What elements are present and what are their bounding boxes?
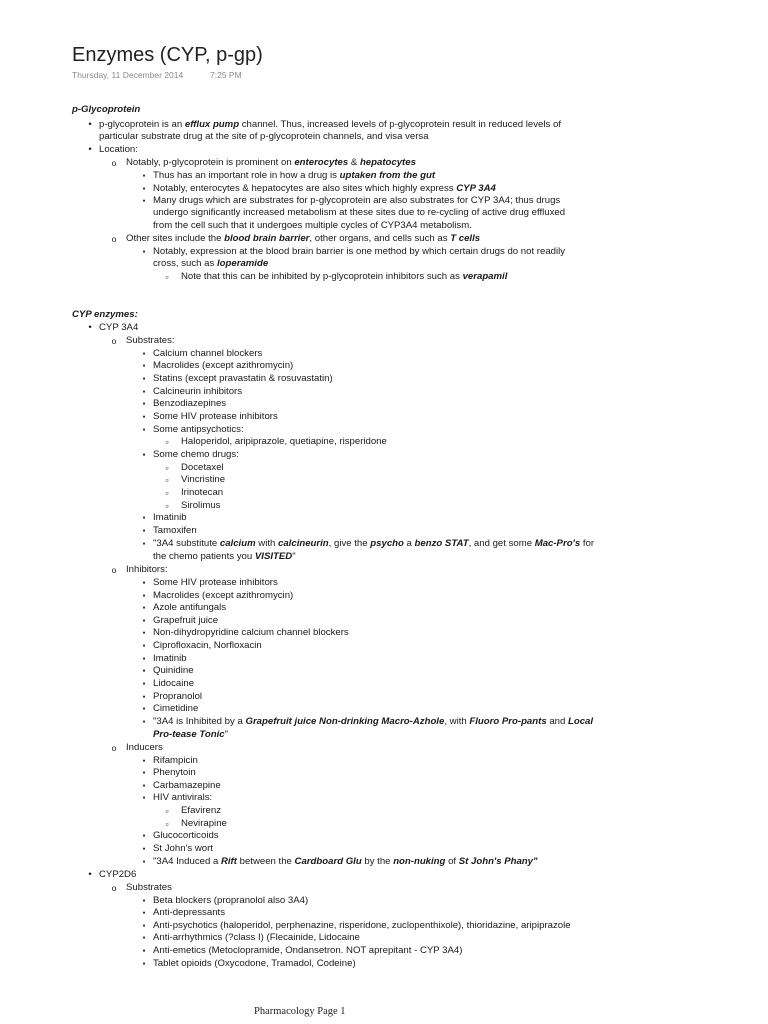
text-run: Some antipsychotics: xyxy=(153,424,244,435)
bullet-circle-icon: o xyxy=(111,883,117,893)
list-item-text xyxy=(153,424,244,437)
bullet-hollow-square-icon: ▫ xyxy=(165,806,169,816)
bullet-hollow-square-icon: ▫ xyxy=(165,501,169,511)
text-run: of xyxy=(445,856,459,867)
text-run: Inhibitors: xyxy=(126,564,168,575)
list-item-text xyxy=(181,474,225,487)
text-run: Inducers xyxy=(126,742,163,753)
list-item-text xyxy=(153,615,218,628)
list-item-text xyxy=(153,590,293,603)
bullet-square-icon: ▪ xyxy=(142,768,146,777)
list-item-text xyxy=(153,895,308,908)
bullet-square-icon: ▪ xyxy=(142,526,146,535)
bullet-hollow-square-icon: ▫ xyxy=(165,272,169,282)
list-item-text xyxy=(153,360,293,373)
bullet-square-icon: ▪ xyxy=(142,641,146,650)
text-run: CYP 3A4 xyxy=(99,322,139,333)
bullet-hollow-square-icon: ▫ xyxy=(165,463,169,473)
emphasis-text: Pro-tease Tonic xyxy=(153,729,225,740)
list-item-text xyxy=(153,195,560,208)
bullet-circle-icon: o xyxy=(111,158,117,168)
list-item-text xyxy=(126,742,163,755)
text-run: between the xyxy=(236,856,295,867)
text-run: Some chemo drugs: xyxy=(153,449,239,460)
text-run: Nevirapine xyxy=(181,818,227,829)
list-item-text xyxy=(153,767,196,780)
bullet-square-icon: ▪ xyxy=(142,857,146,866)
text-run: & xyxy=(348,157,360,168)
list-item-text xyxy=(153,373,333,386)
emphasis-text: Cardboard Glu xyxy=(294,856,362,867)
text-run: Anti-depressants xyxy=(153,907,225,918)
bullet-square-icon: ▪ xyxy=(142,756,146,765)
list-item-text xyxy=(181,805,221,818)
emphasis-text: psycho xyxy=(370,538,404,549)
bullet-square-icon: ▪ xyxy=(142,921,146,930)
text-run: " xyxy=(224,729,229,740)
text-run: cross, such as xyxy=(153,258,217,269)
text-run: , other organs, and cells such as xyxy=(309,233,451,244)
bullet-hollow-square-icon: ▫ xyxy=(165,437,169,447)
emphasis-text: enterocytes xyxy=(294,157,349,168)
list-item-text xyxy=(181,271,507,284)
text-run: Efavirenz xyxy=(181,805,221,816)
bullet-dot-icon: • xyxy=(88,869,92,880)
list-item-text xyxy=(153,258,268,271)
emphasis-text: blood brain barrier xyxy=(224,233,310,244)
text-run: Calcineurin inhibitors xyxy=(153,386,243,397)
list-item-text xyxy=(153,627,349,640)
list-item-text xyxy=(153,691,202,704)
text-run: "3A4 substitute xyxy=(153,538,220,549)
emphasis-text: calcineurin xyxy=(278,538,329,549)
text-run: Some HIV protease inhibitors xyxy=(153,577,278,588)
list-item-text xyxy=(153,755,198,768)
text-run: the chemo patients you xyxy=(153,551,255,562)
list-item-text xyxy=(153,843,213,856)
text-run: "3A4 Induced a xyxy=(153,856,221,867)
emphasis-text: Grapefruit juice Non-drinking Macro-Azhole xyxy=(245,716,445,727)
text-run: Notably, expression at the blood brain barrier is one method by which certain drugs do not readily xyxy=(153,246,566,257)
bullet-square-icon: ▪ xyxy=(142,171,146,180)
bullet-square-icon: ▪ xyxy=(142,399,146,408)
text-run: Anti-arrhythmics (?class I) (Flecainide, Lidocaine xyxy=(153,932,360,943)
emphasis-text: p-Glycoprotein xyxy=(72,104,141,115)
bullet-square-icon: ▪ xyxy=(142,896,146,905)
list-item-text xyxy=(153,678,194,691)
list-item-text xyxy=(153,703,198,716)
bullet-circle-icon: o xyxy=(111,336,117,346)
bullet-square-icon: ▪ xyxy=(142,387,146,396)
bullet-hollow-square-icon: ▫ xyxy=(165,488,169,498)
text-run: Many drugs which are substrates for p-glycoprotein are also substrates for CYP 3A4; thus drugs xyxy=(153,195,561,206)
note-date: Thursday, 11 December 2014 xyxy=(72,70,184,80)
page-footer: Pharmacology Page 1 xyxy=(254,1006,346,1017)
emphasis-text: calcium xyxy=(219,538,256,549)
bullet-square-icon: ▪ xyxy=(142,247,146,256)
text-run: a xyxy=(403,538,415,549)
text-run: Docetaxel xyxy=(181,462,224,473)
bullet-square-icon: ▪ xyxy=(142,666,146,675)
emphasis-text: efflux pump xyxy=(184,119,240,130)
text-run: Substrates xyxy=(126,882,172,893)
text-run: Azole antifungals xyxy=(153,602,227,613)
bullet-square-icon: ▪ xyxy=(142,450,146,459)
text-run: Rifampicin xyxy=(153,755,198,766)
bullet-square-icon: ▪ xyxy=(142,781,146,790)
bullet-square-icon: ▪ xyxy=(142,628,146,637)
text-run: " xyxy=(292,551,296,562)
text-run: Tamoxifen xyxy=(153,525,197,536)
bullet-dot-icon: • xyxy=(88,119,92,130)
page-title: Enzymes (CYP, p-gp) xyxy=(72,44,263,66)
text-run: Notably, p-glycoprotein is prominent on xyxy=(126,157,295,168)
list-item-text xyxy=(153,665,194,678)
bullet-square-icon: ▪ xyxy=(142,184,146,193)
list-item-text xyxy=(153,386,242,399)
list-item-text xyxy=(153,207,565,220)
list-item-text xyxy=(153,653,187,666)
list-item-text xyxy=(153,449,239,462)
text-run: Benzodiazepines xyxy=(153,398,227,409)
emphasis-text: benzo STAT xyxy=(414,538,469,549)
text-run: by the xyxy=(361,856,394,867)
text-run: Imatinib xyxy=(153,512,187,523)
list-item-text xyxy=(99,144,138,157)
emphasis-text: Local xyxy=(568,716,594,727)
bullet-square-icon: ▪ xyxy=(142,704,146,713)
text-run: Carbamazepine xyxy=(153,780,221,791)
emphasis-text: Rift xyxy=(220,856,237,867)
list-item-text xyxy=(181,436,387,449)
section-heading xyxy=(72,309,138,322)
text-run: , and get some xyxy=(468,538,535,549)
list-item-text xyxy=(153,538,594,551)
bullet-square-icon: ▪ xyxy=(142,513,146,522)
bullet-square-icon: ▪ xyxy=(142,946,146,955)
list-item-text xyxy=(153,792,212,805)
text-run: , with xyxy=(444,716,470,727)
list-item-text xyxy=(99,322,138,335)
emphasis-text: Mac-Pro's xyxy=(534,538,581,549)
list-item-text xyxy=(153,348,262,361)
text-run: Vincristine xyxy=(181,474,226,485)
text-run: channel. Thus, increased levels of p-glycoprotein result in reduced levels of xyxy=(239,119,561,130)
text-run: Propranolol xyxy=(153,691,203,702)
list-item-text xyxy=(153,512,187,525)
text-run: Statins (except pravastatin & rosuvastatin) xyxy=(153,373,333,384)
bullet-square-icon: ▪ xyxy=(142,578,146,587)
text-run: Non-dihydropyridine calcium channel blockers xyxy=(153,627,349,638)
text-run: Location: xyxy=(99,144,138,155)
text-run: Sirolimus xyxy=(181,500,221,511)
list-item-text xyxy=(153,183,496,196)
bullet-square-icon: ▪ xyxy=(142,616,146,625)
list-item-text xyxy=(153,958,356,971)
bullet-circle-icon: o xyxy=(111,743,117,753)
list-item-text xyxy=(153,246,565,259)
list-item-text xyxy=(99,119,561,132)
bullet-dot-icon: • xyxy=(88,144,92,155)
text-run: Grapefruit juice xyxy=(153,615,219,626)
bullet-hollow-square-icon: ▫ xyxy=(165,819,169,829)
emphasis-text: non-nuking xyxy=(393,856,446,867)
bullet-square-icon: ▪ xyxy=(142,844,146,853)
text-run: Tablet opioids (Oxycodone, Tramadol, Codeine) xyxy=(153,958,356,969)
text-run: particular substrate drug at the site of p-glycoprotein channels, and visa versa xyxy=(99,131,429,142)
list-item-text xyxy=(153,398,226,411)
emphasis-text: VISITED xyxy=(254,551,293,562)
bullet-square-icon: ▪ xyxy=(142,591,146,600)
text-run: CYP2D6 xyxy=(99,869,137,880)
list-item-text xyxy=(181,462,224,475)
list-item-text xyxy=(153,411,278,424)
bullet-circle-icon: o xyxy=(111,565,117,575)
list-item-text xyxy=(153,932,360,945)
text-run: Lidocaine xyxy=(153,678,195,689)
text-run: Calcium channel blockers xyxy=(153,348,263,359)
list-item-text xyxy=(153,920,571,933)
emphasis-text: Fluoro Pro-pants xyxy=(469,716,547,727)
bullet-square-icon: ▪ xyxy=(142,692,146,701)
text-run: Macrolides (except azithromycin) xyxy=(153,590,294,601)
emphasis-text: St John's Phany" xyxy=(458,856,538,867)
text-run: Macrolides (except azithromycin) xyxy=(153,360,294,371)
list-item-text xyxy=(153,577,278,590)
note-time: 7:25 PM xyxy=(210,70,242,80)
bullet-square-icon: ▪ xyxy=(142,831,146,840)
list-item-text xyxy=(126,233,480,246)
text-run: Beta blockers (propranolol also 3A4) xyxy=(153,895,309,906)
text-run: , give the xyxy=(328,538,371,549)
text-run: Ciprofloxacin, Norfloxacin xyxy=(153,640,262,651)
text-run: Thus has an important role in how a drug is xyxy=(153,170,340,181)
bullet-square-icon: ▪ xyxy=(142,908,146,917)
list-item-text xyxy=(181,818,227,831)
text-run: Substrates: xyxy=(126,335,175,346)
list-item-text xyxy=(181,500,220,513)
text-run: Notably, enterocytes & hepatocytes are also sites which highly express xyxy=(153,183,457,194)
bullet-circle-icon: o xyxy=(111,234,117,244)
list-item-text xyxy=(153,551,296,564)
list-item-text xyxy=(181,487,223,500)
list-item-text xyxy=(153,716,593,729)
text-run: Some HIV protease inhibitors xyxy=(153,411,278,422)
text-run: with xyxy=(255,538,279,549)
list-item-text xyxy=(153,170,435,183)
list-item-text xyxy=(99,869,136,882)
list-item-text xyxy=(153,525,197,538)
text-run: Quinidine xyxy=(153,665,194,676)
text-run: Glucocorticoids xyxy=(153,830,219,841)
bullet-square-icon: ▪ xyxy=(142,654,146,663)
bullet-square-icon: ▪ xyxy=(142,539,146,548)
text-run: Anti-psychotics (haloperidol, perphenazine, risperidone, zuclopenthixole), thioridazine, aripiprazole xyxy=(153,920,571,931)
text-run: "3A4 is Inhibited by a xyxy=(153,716,246,727)
text-run: Haloperidol, aripiprazole, quetiapine, risperidone xyxy=(181,436,387,447)
emphasis-text: T cells xyxy=(450,233,481,244)
list-item-text xyxy=(126,882,172,895)
list-item-text xyxy=(126,564,168,577)
bullet-square-icon: ▪ xyxy=(142,933,146,942)
list-item-text xyxy=(153,780,221,793)
emphasis-text: uptaken from the gut xyxy=(339,170,436,181)
list-item-text xyxy=(153,220,472,233)
emphasis-text: CYP enzymes: xyxy=(72,309,138,320)
text-run: St John's wort xyxy=(153,843,213,854)
bullet-square-icon: ▪ xyxy=(142,959,146,968)
bullet-square-icon: ▪ xyxy=(142,793,146,802)
text-run: from the cell such that it undergoes multiple cycles of CYP3A4 metabolism. xyxy=(153,220,472,231)
bullet-square-icon: ▪ xyxy=(142,374,146,383)
list-item-text xyxy=(126,335,175,348)
bullet-square-icon: ▪ xyxy=(142,412,146,421)
list-item-text xyxy=(99,131,429,144)
list-item-text xyxy=(153,729,228,742)
list-item-text xyxy=(126,157,416,170)
text-run: Anti-emetics (Metoclopramide, Ondansetron. NOT aprepitant - CYP 3A4) xyxy=(153,945,463,956)
text-run: Phenytoin xyxy=(153,767,196,778)
text-run: Cimetidine xyxy=(153,703,199,714)
text-run: Imatinib xyxy=(153,653,187,664)
bullet-square-icon: ▪ xyxy=(142,349,146,358)
bullet-square-icon: ▪ xyxy=(142,425,146,434)
bullet-square-icon: ▪ xyxy=(142,717,146,726)
bullet-square-icon: ▪ xyxy=(142,679,146,688)
text-run: undergo significantly increased metabolism at these sites due to re-cycling of active drug effluxed xyxy=(153,207,566,218)
bullet-square-icon: ▪ xyxy=(142,603,146,612)
bullet-square-icon: ▪ xyxy=(142,361,146,370)
list-item-text xyxy=(153,907,225,920)
list-item-text xyxy=(153,640,262,653)
list-item-text xyxy=(153,856,538,869)
text-run: for xyxy=(580,538,595,549)
emphasis-text: CYP 3A4 xyxy=(456,183,496,194)
emphasis-text: loperamide xyxy=(216,258,269,269)
text-run: p-glycoprotein is an xyxy=(99,119,185,130)
list-item-text xyxy=(153,945,462,958)
text-run: Note that this can be inhibited by p-glycoprotein inhibitors such as xyxy=(181,271,463,282)
section-heading xyxy=(72,104,140,117)
text-run: Irinotecan xyxy=(181,487,224,498)
bullet-hollow-square-icon: ▫ xyxy=(165,475,169,485)
text-run: HIV antivirals: xyxy=(153,792,213,803)
text-run: and xyxy=(546,716,568,727)
text-run: Other sites include the xyxy=(126,233,225,244)
list-item-text xyxy=(153,602,226,615)
emphasis-text: verapamil xyxy=(462,271,508,282)
emphasis-text: hepatocytes xyxy=(359,157,416,168)
list-item-text xyxy=(153,830,219,843)
bullet-square-icon: ▪ xyxy=(142,196,146,205)
bullet-dot-icon: • xyxy=(88,322,92,333)
